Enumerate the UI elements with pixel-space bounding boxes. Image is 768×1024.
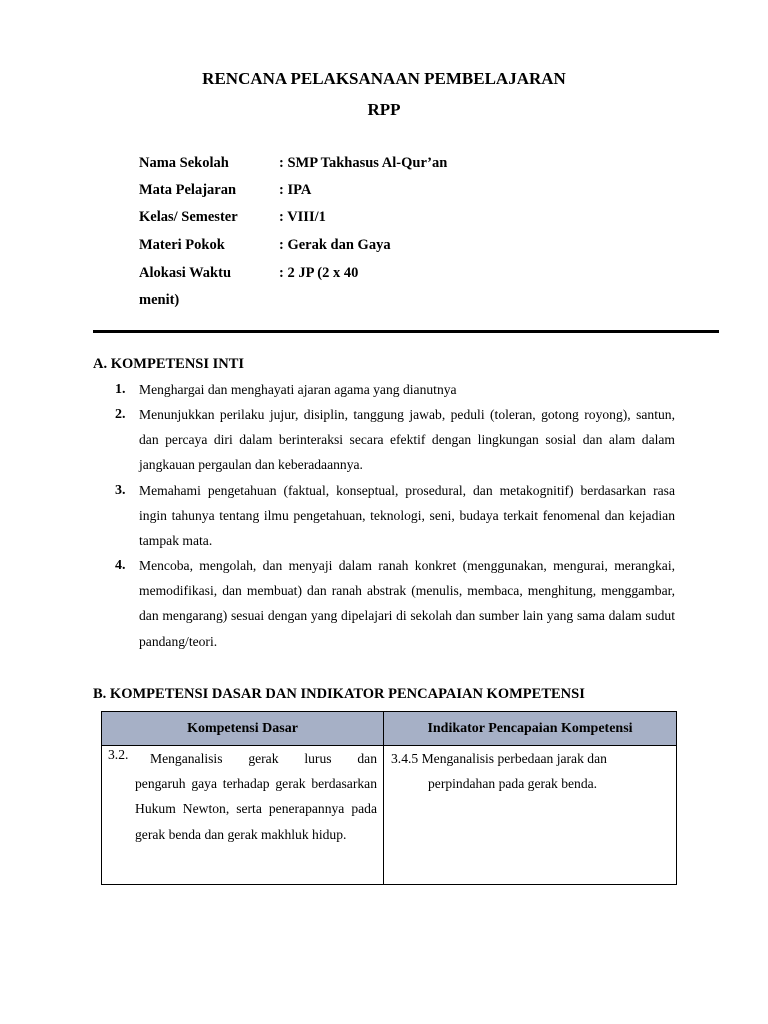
info-value-time: : 2 JP (2 x 40 (279, 265, 359, 281)
indicator-line-2: perpindahan pada gerak benda. (428, 776, 598, 792)
ki-text-4: Mencoba, mengolah, dan menyaji dalam ranah konkret (menggunakan, mengurai, merangkai, memodifikasi, dan membuat) dan ranah abstrak (menulis, membaca, menghitung, menggambar, dan mengarang) sesuai dengan yang dipelajari di sekolah dan sumber lain yang sama dalam sudut pandang/teori. (139, 558, 675, 649)
document-title: RENCANA PELAKSANAAN PEMBELAJARAN (202, 69, 566, 88)
header-divider (93, 330, 719, 333)
info-label-topic: Materi Pokok (139, 237, 225, 253)
info-label-school: Nama Sekolah (139, 155, 229, 171)
info-label-subject: Mata Pelajaran (139, 182, 237, 198)
kd-table-header-row (102, 712, 677, 746)
section-a-heading: A. KOMPETENSI INTI (93, 356, 245, 372)
ki-text-1: Menghargai dan menghayati ajaran agama yang dianutnya (139, 382, 457, 397)
ki-number-1: 1. (115, 382, 126, 397)
section-b-heading: B. KOMPETENSI DASAR DAN INDIKATOR PENCAPAIAN KOMPETENSI (93, 686, 585, 702)
info-label-time-cont: menit) (139, 292, 180, 308)
kd-table-row (102, 746, 677, 885)
kd-code: 3.2. (108, 747, 129, 762)
kd-cell (102, 746, 384, 885)
indicator-line-1: 3.4.5 Menganalisis perbedaan jarak dan (391, 751, 607, 766)
ki-number-4: 4. (115, 558, 126, 573)
ki-text-3: Memahami pengetahuan (faktual, konseptual, prosedural, dan metakognitif) berdasarkan rasa ingin tahunya tentang ilmu pengetahuan, teknologi, seni, budaya terkait fenomenal dan kejadian tampak mata. (139, 483, 675, 549)
info-label-class: Kelas/ Semester (139, 209, 238, 225)
kd-table-header-indicator: Indikator Pencapaian Kompetensi (384, 712, 677, 746)
kd-table-header-kd: Kompetensi Dasar (102, 712, 384, 746)
indicator-cell (384, 746, 677, 885)
kd-first-line: Menganalisis gerak lurus dan (150, 751, 377, 766)
ki-number-2: 2. (115, 407, 126, 422)
document-subtitle: RPP (367, 100, 401, 119)
info-value-school: : SMP Takhasus Al-Qur’an (279, 155, 448, 171)
info-value-topic: : Gerak dan Gaya (279, 237, 391, 253)
ki-number-3: 3. (115, 483, 126, 498)
kd-description: pengaruh gaya terhadap gerak berdasarkan Hukum Newton, serta penerapannya pada gerak benda dan gerak makhluk hidup. (135, 776, 377, 842)
kd-table (101, 711, 677, 885)
ki-text-2: Menunjukkan perilaku jujur, disiplin, tanggung jawab, peduli (toleran, gotong royong), santun, dan percaya diri dalam berinteraksi secara efektif dengan lingkungan sosial dan alam dalam jangkauan pergaulan dan keberadaannya. (139, 407, 675, 473)
info-value-class: : VIII/1 (279, 209, 326, 225)
info-value-subject: : IPA (279, 182, 312, 198)
info-label-time: Alokasi Waktu (139, 265, 232, 281)
